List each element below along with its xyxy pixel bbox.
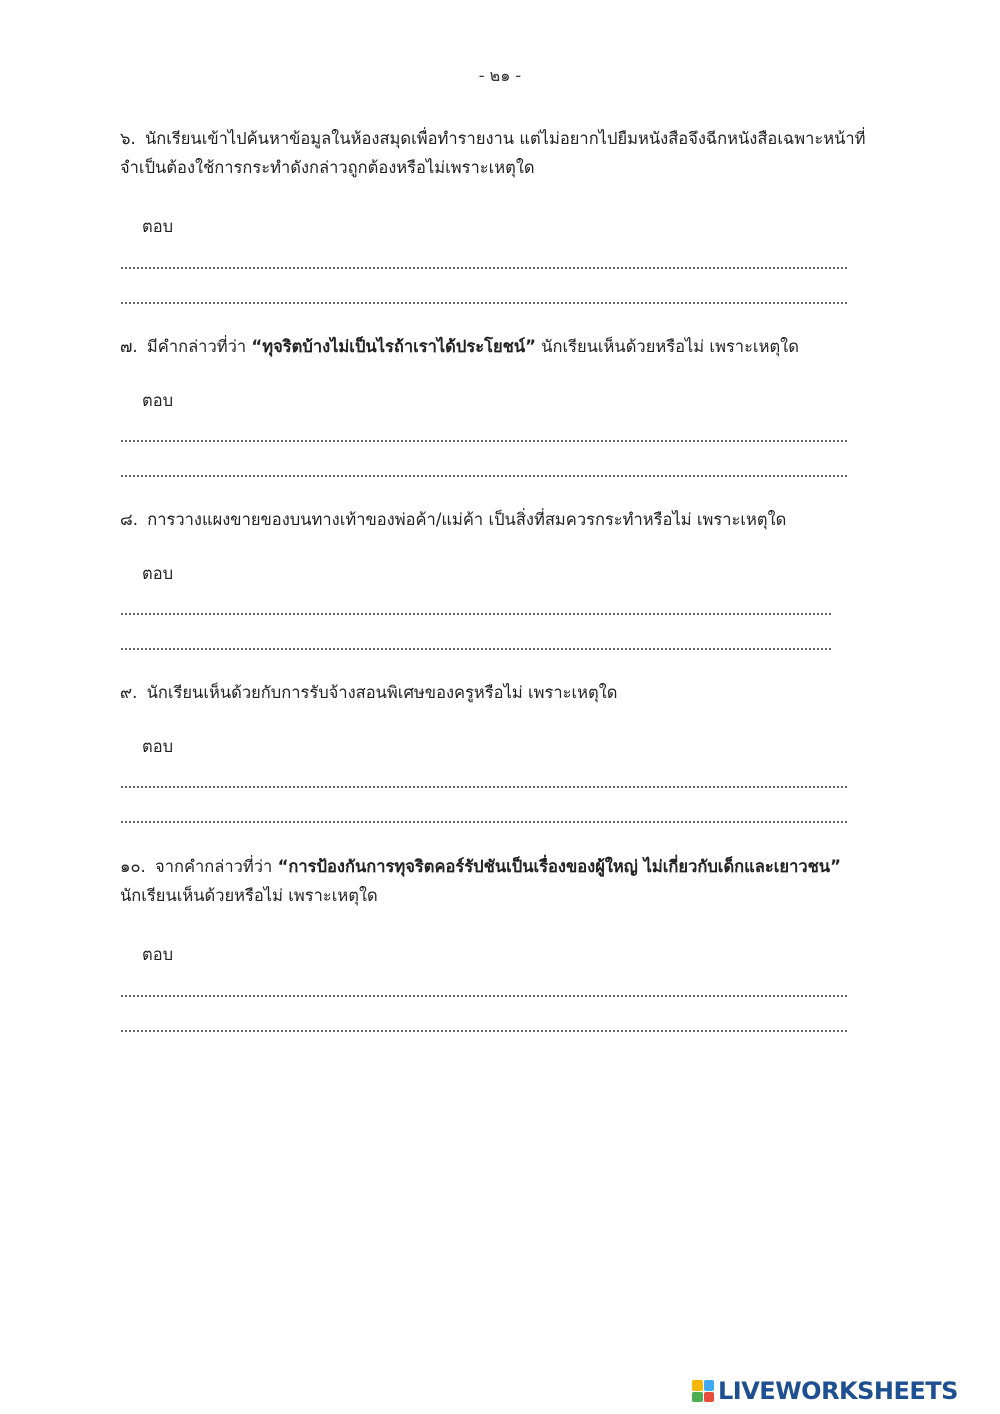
answer-label: ตอบ: [142, 391, 174, 410]
answer-line-9-1[interactable]: [121, 766, 847, 788]
question-7: [120, 332, 870, 361]
question-6: [120, 124, 870, 182]
answer-label: ตอบ: [142, 737, 174, 756]
question-number: ๑๐.: [120, 857, 146, 876]
question-number: ๙.: [120, 683, 138, 702]
answer-line-8-1[interactable]: [121, 593, 831, 615]
question-quote: “ทุจริตบ้างไม่เป็นไรถ้าเราได้ประโยชน์”: [251, 337, 536, 356]
question-number: ๗.: [120, 337, 138, 356]
question-text: นักเรียนเห็นด้วยกับการรับจ้างสอนพิเศษของครูหรือไม่ เพราะเหตุใด: [146, 683, 618, 702]
logo-text: LIVEWORKSHEETS: [718, 1377, 958, 1405]
liveworksheets-logo: [692, 1378, 958, 1404]
question-9: [120, 678, 870, 707]
question-text-after: นักเรียนเห็นด้วยหรือไม่ เพราะเหตุใด: [535, 337, 799, 356]
question-8: [120, 505, 870, 534]
answer-line-9-2[interactable]: [121, 801, 847, 823]
question-text: มีคำกล่าวที่ว่า: [146, 337, 252, 356]
answer-label: ตอบ: [142, 564, 174, 583]
page-number: - ๒๑ -: [478, 66, 522, 85]
answer-line-8-2[interactable]: [121, 628, 831, 650]
answer-line-6-1[interactable]: [121, 247, 847, 269]
question-quote: “การป้องกันการทุจริตคอร์รัปชันเป็นเรื่องของผู้ใหญ่ ไม่เกี่ยวกับเด็กและเยาวชน”: [277, 857, 841, 876]
answer-line-7-2[interactable]: [121, 455, 847, 477]
answer-line-10-1[interactable]: [121, 975, 847, 997]
question-10: [120, 852, 870, 910]
answer-line-6-2[interactable]: [121, 282, 847, 304]
question-number: ๖.: [120, 129, 136, 148]
answer-label: ตอบ: [142, 945, 174, 964]
answer-line-7-1[interactable]: [121, 420, 847, 442]
question-text: นักเรียนเข้าไปค้นหาข้อมูลในห้องสมุดเพื่อทำรายงาน แต่ไม่อยากไปยืมหนังสือจึงฉีกหนังสือเฉพาะหน้าที่จำเป็นต้องใช้การกระทำดังกล่าวถูกต้องหรือไม่เพราะเหตุใด: [120, 129, 866, 177]
answer-line-10-2[interactable]: [121, 1010, 847, 1032]
answer-label: ตอบ: [142, 217, 174, 236]
liveworksheets-logo-icon: [692, 1380, 714, 1402]
question-text-after: นักเรียนเห็นด้วยหรือไม่ เพราะเหตุใด: [120, 886, 378, 905]
question-text: จากคำกล่าวที่ว่า: [155, 857, 278, 876]
question-number: ๘.: [120, 510, 138, 529]
question-text: การวางแผงขายของบนทางเท้าของพ่อค้า/แม่ค้า เป็นสิ่งที่สมควรกระทำหรือไม่ เพราะเหตุใด: [147, 510, 787, 529]
